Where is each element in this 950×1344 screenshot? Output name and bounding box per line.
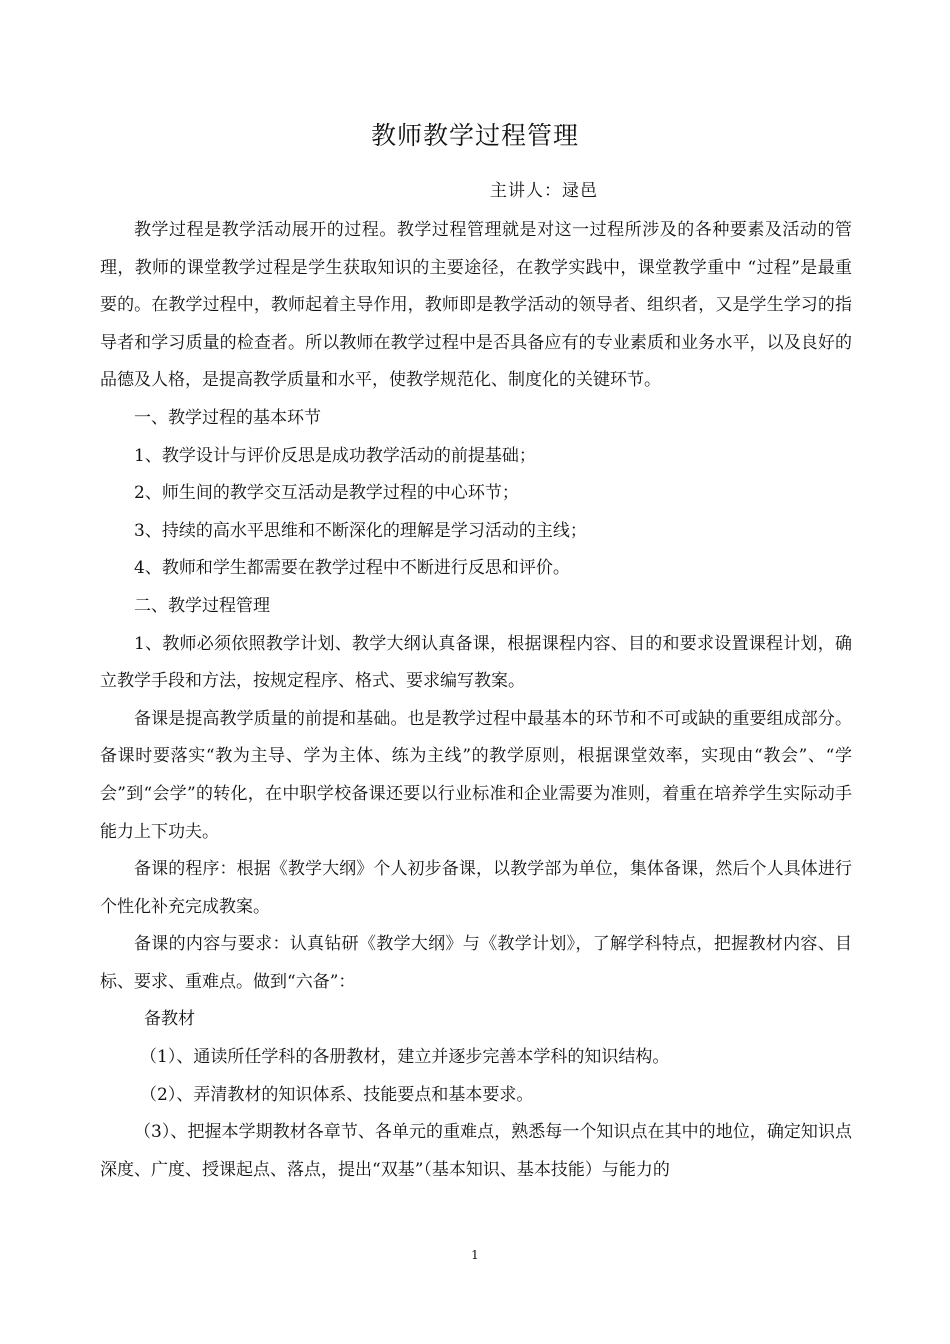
list-item: 2、师生间的教学交互活动是教学过程的中心环节； [134,483,519,504]
list-item: 4、教师和学生都需要在教学过程中不断进行反思和评价。 [134,558,570,579]
list-item: 1、教学设计与评价反思是成功教学活动的前提基础； [134,445,536,466]
body-paragraph: 1、教师必须依照教学计划、教学大纲认真备课，根据课程内容、目的和要求设置课程计划，确立教学手段和方法，按规定程序、格式、要求编写教案。 [100,633,852,692]
intro-paragraph: 教学过程是教学活动展开的过程。教学过程管理就是对这一过程所涉及的各种要素及活动的管理，教师的课堂教学过程是学生获取知识的主要途径，在教学实践中，课堂教学重中 “过程”是最重要的。在教学过程中，教师起着主导作用，教师即是教学活动的领导者、组织者，又是学生学习的指导者和学习质量的检查者。所以教师在教学过程中是否具备应有的专业素质和业务水平，以及良好的品德及人格，是提高教学质量和水平，使教学规范化、制度化的关键环节。 [100,220,852,391]
document-title: 教师教学过程管理 [370,121,579,150]
body-paragraph: 备课的程序：根据《教学大纲》个人初步备课，以教学部为单位，集体备课，然后个人具体进行个性化补充完成教案。 [100,859,852,917]
page-number: 1 [471,1248,479,1262]
body-paragraph: 备课是提高教学质量的前提和基础。也是教学过程中最基本的环节和不可或缺的重要组成部分。备课时要落实“教为主导、学为主体、练为主线”的教学原则，根据课堂效率，实现由“教会”、“学会”到“会学”的转化，在中职学校备课还要以行业标准和企业需要为准则，着重在培养学生实际动手能力上下功夫。 [100,708,852,842]
list-item: （1）、通读所任学科的各册教材，建立并逐步完善本学科的知识结构。 [140,1047,670,1068]
section-heading-2: 二、教学过程管理 [134,595,270,616]
list-item: （3）、把握本学期教材各章节、各单元的重难点，熟悉每一个知识点在其中的地位，确定知识点深度、广度、授课起点、落点，提出“双基”（基本知识、基本技能）与能力的 [100,1122,852,1180]
section-heading-1: 一、教学过程的基本环节 [134,407,321,428]
subsection-heading: 备教材 [144,1009,195,1030]
document-body [100,212,852,1189]
list-item: 3、持续的高水平思维和不断深化的理解是学习活动的主线； [134,520,587,541]
speaker-line: 主讲人：逯邑 [490,181,598,201]
list-item: （2）、弄清教材的知识体系、技能要点和基本要求。 [140,1084,534,1105]
body-paragraph: 备课的内容与要求：认真钻研《教学大纲》与《教学计划》，了解学科特点，把握教材内容、目标、要求、重难点。做到“六备”： [100,934,852,992]
